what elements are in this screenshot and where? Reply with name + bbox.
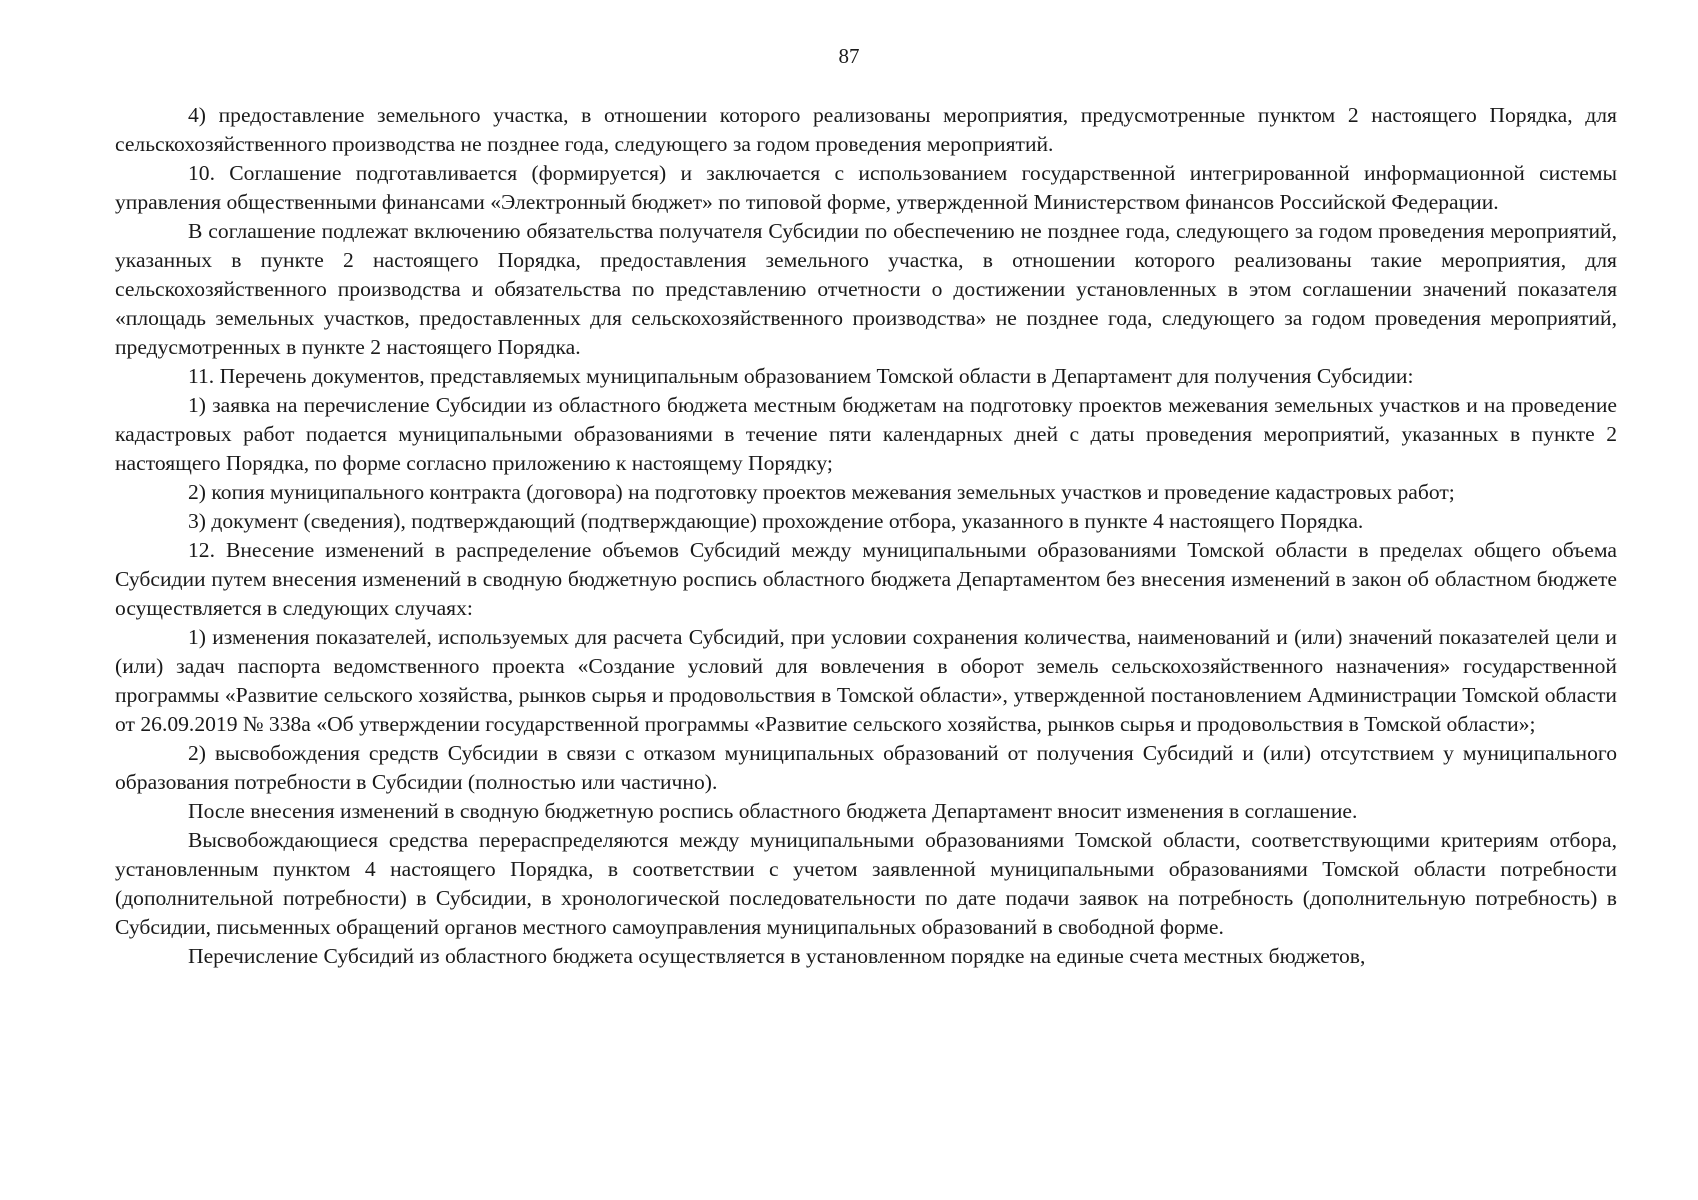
paragraph-case-2: 2) высвобождения средств Субсидии в связи с отказом муниципальных образований от получения Субсидий и (или) отсутствием у муниципального образования потребности в Субсидии (полностью или частично). [115,741,1617,794]
paragraph-section-12: 12. Внесение изменений в распределение объемов Субсидий между муниципальными образованиями Томской области в пределах общего объема Субсидии путем внесения изменений в сводную бюджетную роспись областного бюджета Департаментом без внесения изменений в закон об областном бюджете осуществляется в следующих случаях: [115,538,1617,620]
paragraph-doc-item-3: 3) документ (сведения), подтверждающий (подтверждающие) прохождение отбора, указанного в пункте 4 настоящего Порядка. [188,509,1364,533]
page-number: 87 [838,44,860,68]
paragraph-redistribution: Высвобождающиеся средства перераспределяются между муниципальными образованиями Томской области, соответствующими критериям отбора, установленным пунктом 4 настоящего Порядка, в соответствии с учетом заявленной муниципальными образованиями Томской области потребности (дополнительной потребности) в Субсидии, в хронологической последовательности по дате подачи заявок на потребность (дополнительную потребность) в Субсидии, письменных обращений органов местного самоуправления муниципальных образований в свободной форме. [115,828,1617,939]
paragraph-section-11: 11. Перечень документов, представляемых муниципальным образованием Томской области в Департамент для получения Субсидии: [188,364,1414,388]
paragraph-agreement-obligations: В соглашение подлежат включению обязательства получателя Субсидии по обеспечению не позднее года, следующего за годом проведения мероприятий, указанных в пункте 2 настоящего Порядка, предоставления земельного участка, в отношении которого реализованы такие мероприятия, для сельскохозяйственного производства и обязательства по представлению отчетности о достижении установленных в этом соглашении значений показателя «площадь земельных участков, предоставленных для сельскохозяйственного производства» не позднее года, следующего за годом проведения мероприятий, предусмотренных в пункте 2 настоящего Порядка. [115,219,1617,359]
paragraph-after-changes: После внесения изменений в сводную бюджетную роспись областного бюджета Департамент вносит изменения в соглашение. [188,799,1358,823]
paragraph-doc-item-1: 1) заявка на перечисление Субсидии из областного бюджета местным бюджетам на подготовку проектов межевания земельных участков и на проведение кадастровых работ подается муниципальными образованиями в течение пяти календарных дней с даты проведения мероприятий, указанных в пункте 2 настоящего Порядка, по форме согласно приложению к настоящему Порядку; [115,393,1617,475]
document-body [115,101,1617,971]
paragraph-section-10: 10. Соглашение подготавливается (формируется) и заключается с использованием государственной интегрированной информационной системы управления общественными финансами «Электронный бюджет» по типовой форме, утвержденной Министерством финансов Российской Федерации. [115,161,1617,214]
paragraph-case-1: 1) изменения показателей, используемых для расчета Субсидий, при условии сохранения количества, наименований и (или) значений показателей цели и (или) задач паспорта ведомственного проекта «Создание условий для вовлечения в оборот земель сельскохозяйственного назначения» государственной программы «Развитие сельского хозяйства, рынков сырья и продовольствия в Томской области», утвержденной постановлением Администрации Томской области от 26.09.2019 № 338а «Об утверждении государственной программы «Развитие сельского хозяйства, рынков сырья и продовольствия в Томской области»; [115,625,1617,736]
paragraph-item-4: 4) предоставление земельного участка, в отношении которого реализованы мероприятия, предусмотренные пунктом 2 настоящего Порядка, для сельскохозяйственного производства не позднее года, следующего за годом проведения мероприятий. [115,103,1617,156]
paragraph-doc-item-2: 2) копия муниципального контракта (договора) на подготовку проектов межевания земельных участков и проведение кадастровых работ; [188,480,1455,504]
paragraph-transfer: Перечисление Субсидий из областного бюджета осуществляется в установленном порядке на единые счета местных бюджетов, [188,944,1366,968]
